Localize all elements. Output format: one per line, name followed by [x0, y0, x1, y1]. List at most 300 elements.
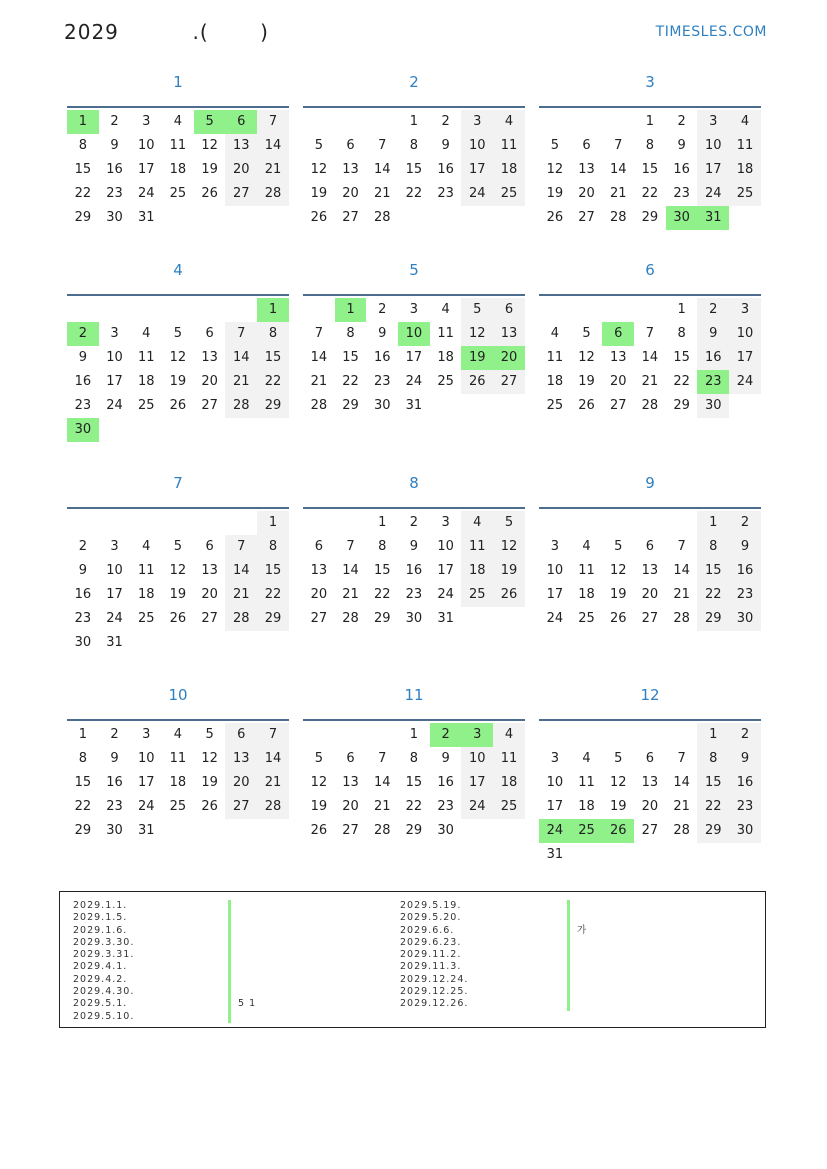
day-cell[interactable]: 24	[137, 799, 155, 814]
day-cell[interactable]: 23	[437, 186, 454, 201]
day-cell[interactable]: 28	[373, 210, 391, 225]
day-cell[interactable]: 29	[74, 210, 92, 225]
day-cell[interactable]: 18	[137, 374, 155, 389]
holiday-cell[interactable]: 1	[257, 298, 289, 322]
day-cell[interactable]: 16	[106, 775, 123, 790]
day-cell[interactable]: 4	[582, 751, 591, 766]
day-cell[interactable]: 8	[697, 535, 729, 559]
day-cell[interactable]: 28	[673, 611, 690, 626]
day-cell[interactable]: 14	[257, 134, 289, 158]
day-cell[interactable]: 19	[578, 374, 595, 389]
day-cell[interactable]: 28	[641, 398, 659, 413]
day-cell[interactable]: 12	[310, 775, 328, 790]
day-cell[interactable]: 4	[493, 110, 525, 134]
day-cell[interactable]: 9	[441, 138, 450, 153]
day-cell[interactable]: 7	[346, 539, 355, 554]
day-cell[interactable]: 17	[405, 350, 423, 365]
day-cell[interactable]: 10	[461, 134, 493, 158]
day-cell[interactable]: 7	[378, 751, 387, 766]
day-cell[interactable]: 22	[342, 374, 359, 389]
day-cell[interactable]: 8	[78, 751, 87, 766]
day-cell[interactable]: 8	[378, 539, 387, 554]
day-cell[interactable]: 9	[441, 751, 450, 766]
day-cell[interactable]: 10	[106, 350, 123, 365]
day-cell[interactable]: 6	[645, 539, 655, 554]
day-cell[interactable]: 12	[609, 775, 627, 790]
day-cell[interactable]: 14	[310, 350, 328, 365]
day-cell[interactable]: 1	[697, 511, 729, 535]
day-cell[interactable]: 3	[729, 298, 761, 322]
day-cell[interactable]: 5	[173, 326, 183, 341]
day-cell[interactable]: 6	[205, 326, 214, 341]
day-cell[interactable]: 11	[437, 326, 454, 341]
day-cell[interactable]: 20	[310, 587, 328, 602]
day-cell[interactable]: 30	[437, 823, 454, 838]
day-cell[interactable]: 2	[729, 723, 761, 747]
day-cell[interactable]: 6	[582, 138, 591, 153]
day-cell[interactable]: 5	[614, 751, 623, 766]
day-cell[interactable]: 2	[729, 511, 761, 535]
day-cell[interactable]: 13	[493, 322, 525, 346]
day-cell[interactable]: 15	[673, 350, 690, 365]
day-cell[interactable]: 23	[373, 374, 391, 389]
day-cell[interactable]: 9	[729, 747, 761, 771]
day-cell[interactable]: 7	[257, 723, 289, 747]
day-cell[interactable]: 29	[405, 823, 423, 838]
day-cell[interactable]: 18	[493, 771, 525, 795]
day-cell[interactable]: 8	[346, 326, 355, 341]
day-cell[interactable]: 15	[641, 162, 659, 177]
day-cell[interactable]: 7	[378, 138, 387, 153]
day-cell[interactable]: 18	[437, 350, 454, 365]
holiday-cell[interactable]: 31	[697, 206, 729, 230]
day-cell[interactable]: 25	[493, 182, 525, 206]
day-cell[interactable]: 4	[729, 110, 761, 134]
day-cell[interactable]: 21	[225, 583, 257, 607]
day-cell[interactable]: 22	[373, 587, 391, 602]
day-cell[interactable]: 21	[673, 799, 690, 814]
day-cell[interactable]: 13	[201, 563, 218, 578]
day-cell[interactable]: 21	[673, 587, 690, 602]
day-cell[interactable]: 9	[78, 350, 87, 365]
day-cell[interactable]: 9	[110, 751, 119, 766]
day-cell[interactable]: 24	[405, 374, 423, 389]
day-cell[interactable]: 1	[409, 727, 419, 742]
day-cell[interactable]: 29	[697, 607, 729, 631]
day-cell[interactable]: 25	[137, 398, 155, 413]
day-cell[interactable]: 13	[578, 162, 595, 177]
day-cell[interactable]: 28	[342, 611, 359, 626]
day-cell[interactable]: 29	[373, 611, 391, 626]
day-cell[interactable]: 26	[169, 611, 187, 626]
day-cell[interactable]: 5	[205, 727, 214, 742]
day-cell[interactable]: 19	[493, 559, 525, 583]
day-cell[interactable]: 14	[641, 350, 659, 365]
day-cell[interactable]: 23	[729, 583, 761, 607]
day-cell[interactable]: 8	[697, 747, 729, 771]
day-cell[interactable]: 20	[609, 374, 627, 389]
day-cell[interactable]: 11	[546, 350, 564, 365]
day-cell[interactable]: 12	[609, 563, 627, 578]
day-cell[interactable]: 24	[106, 398, 123, 413]
day-cell[interactable]: 22	[74, 799, 92, 814]
day-cell[interactable]: 6	[346, 751, 355, 766]
holiday-cell[interactable]: 23	[697, 370, 729, 394]
day-cell[interactable]: 7	[677, 539, 686, 554]
day-cell[interactable]: 10	[461, 747, 493, 771]
day-cell[interactable]: 4	[461, 511, 493, 535]
day-cell[interactable]: 19	[609, 587, 627, 602]
day-cell[interactable]: 4	[173, 727, 183, 742]
day-cell[interactable]: 7	[257, 110, 289, 134]
day-cell[interactable]: 10	[137, 751, 155, 766]
day-cell[interactable]: 10	[137, 138, 155, 153]
day-cell[interactable]: 26	[461, 370, 493, 394]
day-cell[interactable]: 3	[697, 110, 729, 134]
day-cell[interactable]: 30	[74, 635, 92, 650]
day-cell[interactable]: 26	[310, 210, 328, 225]
day-cell[interactable]: 6	[225, 723, 257, 747]
day-cell[interactable]: 14	[373, 162, 391, 177]
day-cell[interactable]: 26	[169, 398, 187, 413]
day-cell[interactable]: 30	[729, 819, 761, 843]
day-cell[interactable]: 22	[405, 186, 423, 201]
day-cell[interactable]: 20	[641, 587, 659, 602]
day-cell[interactable]: 14	[673, 775, 690, 790]
day-cell[interactable]: 14	[373, 775, 391, 790]
holiday-cell[interactable]: 6	[602, 322, 634, 346]
day-cell[interactable]: 25	[437, 374, 454, 389]
day-cell[interactable]: 28	[257, 182, 289, 206]
day-cell[interactable]: 21	[373, 186, 391, 201]
day-cell[interactable]: 12	[310, 162, 328, 177]
day-cell[interactable]: 17	[461, 158, 493, 182]
day-cell[interactable]: 14	[225, 346, 257, 370]
day-cell[interactable]: 18	[169, 162, 187, 177]
day-cell[interactable]: 7	[645, 326, 655, 341]
day-cell[interactable]: 6	[346, 138, 355, 153]
day-cell[interactable]: 24	[461, 182, 493, 206]
day-cell[interactable]: 4	[142, 539, 151, 554]
day-cell[interactable]: 22	[697, 795, 729, 819]
day-cell[interactable]: 26	[609, 611, 627, 626]
day-cell[interactable]: 30	[373, 398, 391, 413]
day-cell[interactable]: 29	[342, 398, 359, 413]
day-cell[interactable]: 11	[578, 563, 595, 578]
day-cell[interactable]: 18	[578, 799, 595, 814]
day-cell[interactable]: 18	[169, 775, 187, 790]
day-cell[interactable]: 12	[546, 162, 564, 177]
day-cell[interactable]: 19	[546, 186, 564, 201]
day-cell[interactable]: 17	[437, 563, 454, 578]
day-cell[interactable]: 21	[310, 374, 328, 389]
holiday-cell[interactable]: 24	[539, 819, 571, 843]
day-cell[interactable]: 25	[461, 583, 493, 607]
day-cell[interactable]: 30	[729, 607, 761, 631]
day-cell[interactable]: 12	[493, 535, 525, 559]
day-cell[interactable]: 27	[201, 611, 218, 626]
day-cell[interactable]: 15	[373, 563, 391, 578]
day-cell[interactable]: 16	[74, 374, 92, 389]
day-cell[interactable]: 23	[74, 611, 92, 626]
day-cell[interactable]: 24	[137, 186, 155, 201]
day-cell[interactable]: 14	[257, 747, 289, 771]
day-cell[interactable]: 3	[110, 326, 119, 341]
day-cell[interactable]: 14	[225, 559, 257, 583]
holiday-cell[interactable]: 30	[67, 418, 99, 442]
day-cell[interactable]: 22	[673, 374, 690, 389]
day-cell[interactable]: 1	[409, 114, 419, 129]
day-cell[interactable]: 2	[697, 298, 729, 322]
day-cell[interactable]: 17	[137, 775, 155, 790]
day-cell[interactable]: 21	[225, 370, 257, 394]
day-cell[interactable]: 3	[409, 302, 419, 317]
day-cell[interactable]: 16	[729, 559, 761, 583]
day-cell[interactable]: 14	[342, 563, 359, 578]
day-cell[interactable]: 31	[405, 398, 423, 413]
day-cell[interactable]: 4	[582, 539, 591, 554]
day-cell[interactable]: 26	[310, 823, 328, 838]
day-cell[interactable]: 28	[373, 823, 391, 838]
holiday-cell[interactable]: 3	[461, 723, 493, 747]
day-cell[interactable]: 12	[169, 350, 187, 365]
day-cell[interactable]: 5	[461, 298, 493, 322]
holiday-cell[interactable]: 25	[571, 819, 603, 843]
day-cell[interactable]: 16	[729, 771, 761, 795]
day-cell[interactable]: 27	[225, 795, 257, 819]
day-cell[interactable]: 11	[169, 138, 187, 153]
day-cell[interactable]: 18	[493, 158, 525, 182]
day-cell[interactable]: 15	[74, 775, 92, 790]
day-cell[interactable]: 24	[546, 611, 564, 626]
holiday-cell[interactable]: 26	[602, 819, 634, 843]
day-cell[interactable]: 15	[257, 346, 289, 370]
day-cell[interactable]: 5	[550, 138, 559, 153]
day-cell[interactable]: 19	[310, 799, 328, 814]
day-cell[interactable]: 25	[546, 398, 564, 413]
day-cell[interactable]: 2	[378, 302, 387, 317]
day-cell[interactable]: 26	[201, 799, 218, 814]
day-cell[interactable]: 11	[169, 751, 187, 766]
day-cell[interactable]: 27	[578, 210, 595, 225]
day-cell[interactable]: 12	[169, 563, 187, 578]
day-cell[interactable]: 28	[225, 607, 257, 631]
day-cell[interactable]: 22	[257, 583, 289, 607]
day-cell[interactable]: 23	[106, 799, 123, 814]
day-cell[interactable]: 7	[314, 326, 323, 341]
day-cell[interactable]: 22	[405, 799, 423, 814]
day-cell[interactable]: 13	[609, 350, 627, 365]
day-cell[interactable]: 23	[74, 398, 92, 413]
day-cell[interactable]: 27	[342, 210, 359, 225]
day-cell[interactable]: 8	[257, 535, 289, 559]
day-cell[interactable]: 8	[677, 326, 686, 341]
day-cell[interactable]: 3	[550, 539, 559, 554]
day-cell[interactable]: 3	[142, 114, 151, 129]
day-cell[interactable]: 22	[74, 186, 92, 201]
day-cell[interactable]: 13	[225, 134, 257, 158]
day-cell[interactable]: 18	[546, 374, 564, 389]
day-cell[interactable]: 11	[493, 134, 525, 158]
day-cell[interactable]: 16	[74, 587, 92, 602]
day-cell[interactable]: 21	[641, 374, 659, 389]
day-cell[interactable]: 28	[225, 394, 257, 418]
day-cell[interactable]: 30	[405, 611, 423, 626]
day-cell[interactable]: 17	[461, 771, 493, 795]
day-cell[interactable]: 11	[493, 747, 525, 771]
day-cell[interactable]: 30	[106, 823, 123, 838]
day-cell[interactable]: 25	[169, 799, 187, 814]
day-cell[interactable]: 15	[697, 559, 729, 583]
day-cell[interactable]: 16	[437, 162, 454, 177]
day-cell[interactable]: 19	[201, 162, 218, 177]
day-cell[interactable]: 6	[645, 751, 655, 766]
day-cell[interactable]: 18	[137, 587, 155, 602]
holiday-cell[interactable]: 2	[67, 322, 99, 346]
day-cell[interactable]: 19	[169, 587, 187, 602]
day-cell[interactable]: 9	[78, 563, 87, 578]
day-cell[interactable]: 20	[578, 186, 595, 201]
day-cell[interactable]: 9	[409, 539, 419, 554]
day-cell[interactable]: 19	[169, 374, 187, 389]
day-cell[interactable]: 2	[78, 539, 87, 554]
day-cell[interactable]: 24	[461, 795, 493, 819]
day-cell[interactable]: 3	[461, 110, 493, 134]
day-cell[interactable]: 16	[405, 563, 423, 578]
day-cell[interactable]: 13	[342, 775, 359, 790]
day-cell[interactable]: 8	[409, 751, 419, 766]
day-cell[interactable]: 13	[641, 563, 659, 578]
day-cell[interactable]: 23	[106, 186, 123, 201]
day-cell[interactable]: 3	[110, 539, 119, 554]
day-cell[interactable]: 1	[378, 515, 387, 530]
day-cell[interactable]: 27	[609, 398, 627, 413]
day-cell[interactable]: 10	[729, 322, 761, 346]
day-cell[interactable]: 12	[201, 751, 218, 766]
day-cell[interactable]: 29	[673, 398, 690, 413]
day-cell[interactable]: 6	[314, 539, 323, 554]
day-cell[interactable]: 20	[342, 186, 359, 201]
day-cell[interactable]: 12	[461, 322, 493, 346]
day-cell[interactable]: 26	[493, 583, 525, 607]
day-cell[interactable]: 29	[74, 823, 92, 838]
day-cell[interactable]: 17	[137, 162, 155, 177]
day-cell[interactable]: 25	[578, 611, 595, 626]
day-cell[interactable]: 29	[697, 819, 729, 843]
day-cell[interactable]: 2	[110, 727, 119, 742]
day-cell[interactable]: 20	[342, 799, 359, 814]
holiday-cell[interactable]: 20	[493, 346, 525, 370]
day-cell[interactable]: 11	[137, 563, 155, 578]
day-cell[interactable]: 20	[201, 587, 218, 602]
day-cell[interactable]: 15	[697, 771, 729, 795]
day-cell[interactable]: 27	[641, 611, 659, 626]
day-cell[interactable]: 1	[697, 723, 729, 747]
day-cell[interactable]: 21	[373, 799, 391, 814]
day-cell[interactable]: 13	[342, 162, 359, 177]
day-cell[interactable]: 27	[641, 823, 659, 838]
day-cell[interactable]: 28	[310, 398, 328, 413]
day-cell[interactable]: 16	[437, 775, 454, 790]
day-cell[interactable]: 11	[578, 775, 595, 790]
day-cell[interactable]: 3	[550, 751, 559, 766]
day-cell[interactable]: 4	[142, 326, 151, 341]
day-cell[interactable]: 11	[729, 134, 761, 158]
day-cell[interactable]: 24	[437, 587, 454, 602]
day-cell[interactable]: 20	[201, 374, 218, 389]
day-cell[interactable]: 15	[74, 162, 92, 177]
day-cell[interactable]: 27	[225, 182, 257, 206]
day-cell[interactable]: 3	[441, 515, 450, 530]
day-cell[interactable]: 19	[609, 799, 627, 814]
day-cell[interactable]: 20	[225, 771, 257, 795]
day-cell[interactable]: 8	[257, 322, 289, 346]
day-cell[interactable]: 11	[137, 350, 155, 365]
day-cell[interactable]: 12	[578, 350, 595, 365]
day-cell[interactable]: 9	[729, 535, 761, 559]
day-cell[interactable]: 15	[257, 559, 289, 583]
day-cell[interactable]: 31	[546, 847, 564, 862]
day-cell[interactable]: 10	[546, 563, 564, 578]
day-cell[interactable]: 23	[729, 795, 761, 819]
holiday-cell[interactable]: 1	[67, 110, 99, 134]
day-cell[interactable]: 10	[546, 775, 564, 790]
day-cell[interactable]: 28	[673, 823, 690, 838]
day-cell[interactable]: 16	[697, 346, 729, 370]
day-cell[interactable]: 7	[225, 535, 257, 559]
day-cell[interactable]: 9	[697, 322, 729, 346]
day-cell[interactable]: 13	[641, 775, 659, 790]
day-cell[interactable]: 27	[342, 823, 359, 838]
day-cell[interactable]: 2	[677, 114, 686, 129]
day-cell[interactable]: 30	[106, 210, 123, 225]
day-cell[interactable]: 14	[609, 162, 627, 177]
day-cell[interactable]: 1	[645, 114, 655, 129]
day-cell[interactable]: 22	[641, 186, 659, 201]
day-cell[interactable]: 25	[169, 186, 187, 201]
day-cell[interactable]: 17	[546, 799, 564, 814]
day-cell[interactable]: 12	[201, 138, 218, 153]
holiday-cell[interactable]: 5	[194, 110, 226, 134]
day-cell[interactable]: 1	[257, 511, 289, 535]
day-cell[interactable]: 11	[461, 535, 493, 559]
day-cell[interactable]: 5	[314, 138, 323, 153]
holiday-cell[interactable]: 10	[398, 322, 430, 346]
day-cell[interactable]: 16	[106, 162, 123, 177]
day-cell[interactable]: 1	[78, 727, 87, 742]
day-cell[interactable]: 28	[609, 210, 627, 225]
day-cell[interactable]: 9	[677, 138, 686, 153]
day-cell[interactable]: 2	[409, 515, 419, 530]
day-cell[interactable]: 13	[310, 563, 328, 578]
day-cell[interactable]: 25	[137, 611, 155, 626]
day-cell[interactable]: 31	[137, 823, 155, 838]
day-cell[interactable]: 7	[677, 751, 686, 766]
day-cell[interactable]: 22	[257, 370, 289, 394]
brand-logo[interactable]: TIMESLES.COM	[655, 24, 767, 40]
day-cell[interactable]: 31	[106, 635, 123, 650]
day-cell[interactable]: 18	[729, 158, 761, 182]
day-cell[interactable]: 4	[493, 723, 525, 747]
day-cell[interactable]: 31	[437, 611, 454, 626]
day-cell[interactable]: 10	[697, 134, 729, 158]
day-cell[interactable]: 15	[405, 162, 423, 177]
day-cell[interactable]: 8	[645, 138, 655, 153]
day-cell[interactable]: 5	[173, 539, 183, 554]
day-cell[interactable]: 21	[609, 186, 627, 201]
day-cell[interactable]: 9	[378, 326, 387, 341]
holiday-cell[interactable]: 1	[335, 298, 367, 322]
